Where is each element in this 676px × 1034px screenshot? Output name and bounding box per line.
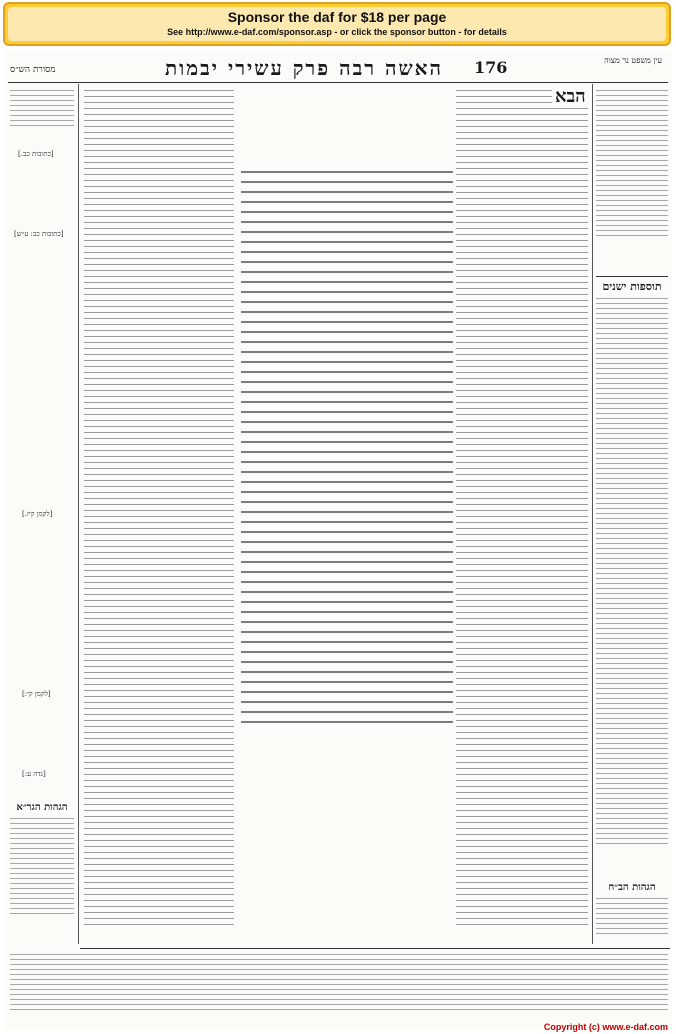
tosafot-column [84,90,234,950]
gemara-text [240,170,454,732]
footer-rule [80,948,670,949]
page-number: 176 [474,58,508,77]
sponsor-subtitle[interactable]: See http://www.e-daf.com/sponsor.asp - or click the sponsor button - for details [167,27,507,37]
talmud-page [4,50,672,1030]
tosafot-yeshanim-rule [596,276,668,277]
sponsor-title[interactable]: Sponsor the daf for $18 per page [227,9,447,25]
sponsor-banner[interactable] [3,2,671,46]
header-rule [8,82,668,83]
margin-note: [כתובות כב.] [18,150,54,158]
ein-mishpat-column [596,90,668,270]
footer-commentary [10,954,668,1014]
margin-note: [לקמן קיז.] [22,510,53,518]
page-title: האשה רבה פרק עשירי יבמות [164,56,444,80]
haghot-habach-heading: הגהות הב״ח [608,882,656,893]
tosafot-yeshanim-heading: תוספות ישנים [602,280,662,293]
masoret-hashas-column [10,90,74,690]
opening-word: הבא [552,86,589,107]
masoret-hashas-label: מסורת הש״ס [10,65,56,75]
margin-note: [לקמן קי:] [22,690,51,698]
copyright-link[interactable]: Copyright (c) www.e-daf.com [543,1022,668,1032]
page-header [4,54,672,82]
margin-note: [נדה ע:] [22,770,46,778]
haghot-hagra-text [10,818,74,938]
haghot-hagra-heading: הגהות הגר״א [16,802,68,813]
rashi-column [456,90,588,950]
ein-mishpat-label: עין משפט נר מצוה [604,56,662,65]
margin-note: [כתובות כב: ע״ש] [14,230,64,238]
left-margin-divider [78,84,79,944]
haghot-habach-text [596,898,668,942]
right-margin-divider [592,84,593,944]
tosafot-yeshanim-text [596,298,668,858]
